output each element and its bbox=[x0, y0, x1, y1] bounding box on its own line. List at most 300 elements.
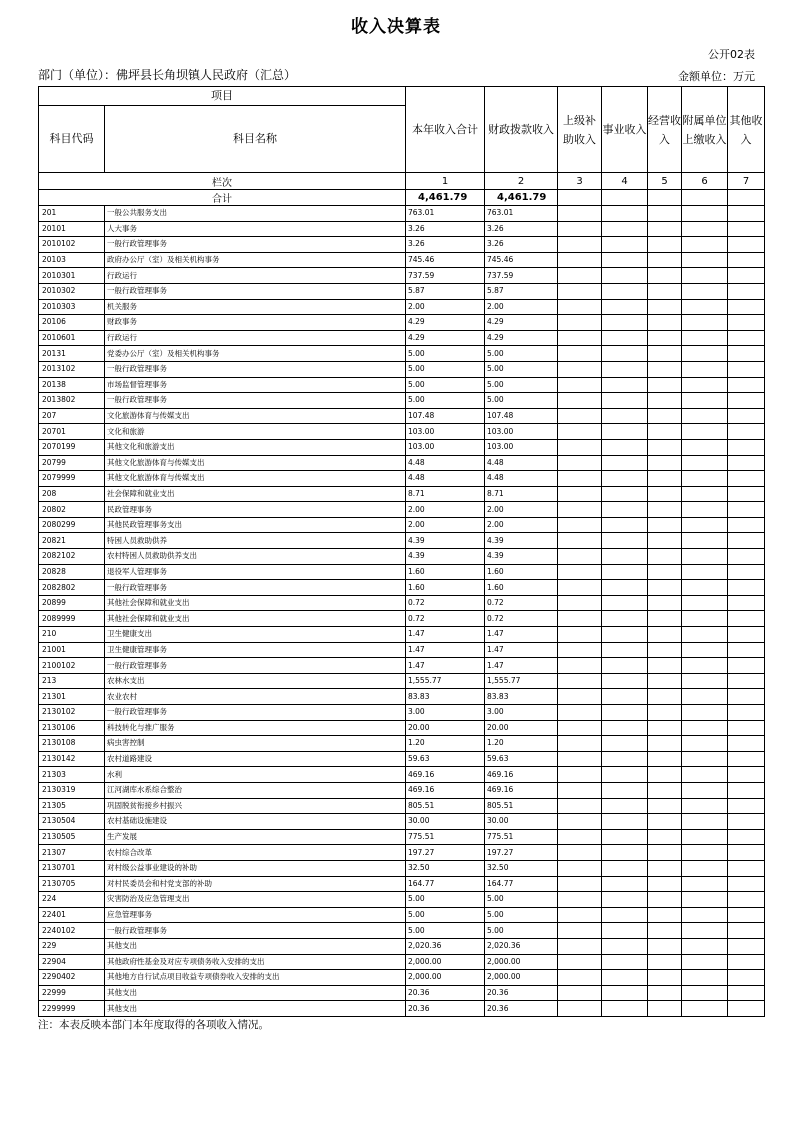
row-name: 其他民政管理事务支出 bbox=[105, 517, 406, 533]
row-total-income: 1,555.77 bbox=[406, 673, 485, 689]
empty-cell bbox=[602, 611, 648, 627]
row-total-income: 775.51 bbox=[406, 829, 485, 845]
row-code: 2130701 bbox=[39, 860, 105, 876]
page-title: 收入决算表 bbox=[351, 17, 441, 37]
row-code: 20799 bbox=[39, 455, 105, 471]
row-label: 栏次 bbox=[39, 173, 406, 190]
empty-cell bbox=[648, 907, 682, 923]
empty-cell bbox=[682, 439, 728, 455]
col-number: 4 bbox=[602, 173, 648, 190]
row-name: 特困人员救助供养 bbox=[105, 533, 406, 549]
table-row bbox=[39, 299, 765, 315]
row-fiscal-income: 5.00 bbox=[485, 393, 558, 409]
row-name: 一般行政管理事务 bbox=[105, 237, 406, 253]
header-col-total: 本年收入合计 bbox=[406, 87, 485, 173]
row-fiscal-income: 745.46 bbox=[485, 252, 558, 268]
header-col-operating: 经营收入 bbox=[648, 87, 682, 173]
row-name: 一般行政管理事务 bbox=[105, 705, 406, 721]
empty-cell bbox=[602, 798, 648, 814]
empty-cell bbox=[558, 673, 602, 689]
empty-cell bbox=[648, 517, 682, 533]
row-fiscal-income: 1,555.77 bbox=[485, 673, 558, 689]
row-fiscal-income: 2,000.00 bbox=[485, 970, 558, 986]
empty-cell bbox=[682, 564, 728, 580]
empty-cell bbox=[558, 985, 602, 1001]
table-row bbox=[39, 845, 765, 861]
empty-cell bbox=[728, 782, 765, 798]
row-name: 机关服务 bbox=[105, 299, 406, 315]
row-code: 22401 bbox=[39, 907, 105, 923]
empty-cell bbox=[558, 658, 602, 674]
row-fiscal-income: 164.77 bbox=[485, 876, 558, 892]
empty-cell bbox=[728, 455, 765, 471]
row-code: 2240102 bbox=[39, 923, 105, 939]
empty-cell bbox=[602, 221, 648, 237]
row-code: 224 bbox=[39, 892, 105, 908]
empty-cell bbox=[602, 439, 648, 455]
row-name: 一般行政管理事务 bbox=[105, 580, 406, 596]
row-name: 一般行政管理事务 bbox=[105, 393, 406, 409]
empty-cell bbox=[682, 361, 728, 377]
table-row bbox=[39, 564, 765, 580]
row-total-income: 32.50 bbox=[406, 860, 485, 876]
row-fiscal-income: 5.00 bbox=[485, 892, 558, 908]
table-row bbox=[39, 736, 765, 752]
row-name: 其他社会保障和就业支出 bbox=[105, 595, 406, 611]
empty-cell bbox=[602, 814, 648, 830]
empty-cell bbox=[558, 954, 602, 970]
empty-cell bbox=[682, 237, 728, 253]
row-fiscal-income: 0.72 bbox=[485, 611, 558, 627]
row-name: 病虫害控制 bbox=[105, 736, 406, 752]
empty-cell bbox=[682, 923, 728, 939]
empty-cell bbox=[682, 346, 728, 362]
row-total-income: 5.00 bbox=[406, 346, 485, 362]
empty-cell bbox=[558, 751, 602, 767]
empty-cell bbox=[602, 720, 648, 736]
empty-cell bbox=[648, 658, 682, 674]
table-row bbox=[39, 658, 765, 674]
empty-cell bbox=[728, 860, 765, 876]
empty-cell bbox=[558, 627, 602, 643]
empty-cell bbox=[648, 564, 682, 580]
col-number: 7 bbox=[728, 173, 765, 190]
empty-cell bbox=[648, 970, 682, 986]
empty-cell bbox=[602, 361, 648, 377]
empty-cell bbox=[602, 845, 648, 861]
form-number: 公开02表 bbox=[708, 48, 755, 61]
table-row bbox=[39, 938, 765, 954]
row-total-income: 8.71 bbox=[406, 486, 485, 502]
empty-cell bbox=[602, 1001, 648, 1017]
empty-cell bbox=[648, 221, 682, 237]
empty-cell bbox=[648, 424, 682, 440]
empty-cell bbox=[558, 455, 602, 471]
empty-cell bbox=[602, 502, 648, 518]
empty-cell bbox=[648, 439, 682, 455]
empty-cell bbox=[602, 985, 648, 1001]
empty-cell bbox=[682, 627, 728, 643]
row-name: 社会保障和就业支出 bbox=[105, 486, 406, 502]
row-code: 21305 bbox=[39, 798, 105, 814]
empty-cell bbox=[558, 782, 602, 798]
row-code: 2089999 bbox=[39, 611, 105, 627]
table-row bbox=[39, 673, 765, 689]
row-fiscal-income: 805.51 bbox=[485, 798, 558, 814]
table-row bbox=[39, 455, 765, 471]
empty-cell bbox=[602, 299, 648, 315]
col-number: 1 bbox=[406, 173, 485, 190]
table-row bbox=[39, 206, 765, 222]
empty-cell bbox=[558, 486, 602, 502]
row-code: 22999 bbox=[39, 985, 105, 1001]
row-fiscal-income: 5.00 bbox=[485, 361, 558, 377]
empty-cell bbox=[682, 954, 728, 970]
row-code: 20106 bbox=[39, 315, 105, 331]
row-name: 其他地方自行试点项目收益专项债券收入安排的支出 bbox=[105, 970, 406, 986]
empty-cell bbox=[648, 720, 682, 736]
empty-cell bbox=[602, 206, 648, 222]
empty-cell bbox=[648, 611, 682, 627]
empty-cell bbox=[558, 829, 602, 845]
empty-cell bbox=[682, 221, 728, 237]
row-fiscal-income: 103.00 bbox=[485, 439, 558, 455]
empty-cell bbox=[602, 346, 648, 362]
row-fiscal-income: 1.47 bbox=[485, 642, 558, 658]
row-fiscal-income: 32.50 bbox=[485, 860, 558, 876]
table-body bbox=[39, 206, 765, 1017]
empty-cell bbox=[602, 705, 648, 721]
empty-cell bbox=[558, 252, 602, 268]
row-name: 市场监督管理事务 bbox=[105, 377, 406, 393]
table-row bbox=[39, 377, 765, 393]
empty-cell bbox=[602, 424, 648, 440]
empty-cell bbox=[558, 315, 602, 331]
row-total-income: 5.00 bbox=[406, 361, 485, 377]
empty-cell bbox=[602, 533, 648, 549]
table-row bbox=[39, 627, 765, 643]
header-col-business: 事业收入 bbox=[602, 87, 648, 173]
empty-cell bbox=[558, 580, 602, 596]
row-fiscal-income: 4.39 bbox=[485, 549, 558, 565]
row-total-income: 1.60 bbox=[406, 580, 485, 596]
table-row bbox=[39, 892, 765, 908]
empty-cell bbox=[602, 268, 648, 284]
empty-cell bbox=[602, 876, 648, 892]
empty-cell bbox=[558, 221, 602, 237]
row-fiscal-income: 3.26 bbox=[485, 237, 558, 253]
empty-cell bbox=[602, 315, 648, 331]
row-name: 行政运行 bbox=[105, 268, 406, 284]
empty-cell bbox=[602, 564, 648, 580]
empty-cell bbox=[558, 533, 602, 549]
row-code: 2079999 bbox=[39, 471, 105, 487]
row-fiscal-income: 5.00 bbox=[485, 346, 558, 362]
row-total-income: 4.48 bbox=[406, 471, 485, 487]
row-code: 2100102 bbox=[39, 658, 105, 674]
row-name: 其他政府性基金及对应专项债务收入安排的支出 bbox=[105, 954, 406, 970]
row-total-income: 20.36 bbox=[406, 1001, 485, 1017]
empty-cell bbox=[682, 705, 728, 721]
row-fiscal-income: 4.48 bbox=[485, 471, 558, 487]
empty-cell bbox=[648, 299, 682, 315]
empty-cell bbox=[558, 970, 602, 986]
empty-cell bbox=[682, 829, 728, 845]
row-total-income: 2.00 bbox=[406, 517, 485, 533]
row-code: 21307 bbox=[39, 845, 105, 861]
total-label: 合计 bbox=[39, 190, 406, 206]
row-name: 灾害防治及应急管理支出 bbox=[105, 892, 406, 908]
row-code: 2130705 bbox=[39, 876, 105, 892]
row-fiscal-income: 59.63 bbox=[485, 751, 558, 767]
row-fiscal-income: 2,020.36 bbox=[485, 938, 558, 954]
table-row bbox=[39, 330, 765, 346]
table-row bbox=[39, 767, 765, 783]
empty-cell bbox=[682, 299, 728, 315]
empty-cell bbox=[602, 471, 648, 487]
row-code: 2130504 bbox=[39, 814, 105, 830]
row-fiscal-income: 83.83 bbox=[485, 689, 558, 705]
empty-cell bbox=[648, 393, 682, 409]
table-row bbox=[39, 424, 765, 440]
empty-cell bbox=[602, 938, 648, 954]
empty-cell bbox=[648, 361, 682, 377]
table-row bbox=[39, 517, 765, 533]
empty-cell bbox=[682, 798, 728, 814]
row-name: 退役军人管理事务 bbox=[105, 564, 406, 580]
empty-cell bbox=[728, 252, 765, 268]
row-fiscal-income: 0.72 bbox=[485, 595, 558, 611]
header-col-fiscal: 财政拨款收入 bbox=[485, 87, 558, 173]
empty-cell bbox=[728, 221, 765, 237]
empty-cell bbox=[602, 907, 648, 923]
empty-cell bbox=[602, 190, 648, 206]
row-fiscal-income: 1.60 bbox=[485, 580, 558, 596]
empty-cell bbox=[558, 845, 602, 861]
empty-cell bbox=[558, 720, 602, 736]
row-name: 农村综合改革 bbox=[105, 845, 406, 861]
empty-cell bbox=[728, 237, 765, 253]
empty-cell bbox=[682, 814, 728, 830]
row-code: 2013802 bbox=[39, 393, 105, 409]
table-row bbox=[39, 471, 765, 487]
empty-cell bbox=[682, 658, 728, 674]
empty-cell bbox=[558, 814, 602, 830]
empty-cell bbox=[728, 315, 765, 331]
row-total-income: 1.47 bbox=[406, 627, 485, 643]
empty-cell bbox=[648, 689, 682, 705]
total-fiscal: 4,461.79 bbox=[485, 190, 558, 206]
empty-cell bbox=[648, 283, 682, 299]
row-total-income: 5.87 bbox=[406, 283, 485, 299]
empty-cell bbox=[728, 751, 765, 767]
empty-cell bbox=[602, 549, 648, 565]
empty-cell bbox=[728, 361, 765, 377]
table-row bbox=[39, 549, 765, 565]
empty-cell bbox=[602, 923, 648, 939]
empty-cell bbox=[602, 892, 648, 908]
empty-cell bbox=[648, 845, 682, 861]
row-code: 2010303 bbox=[39, 299, 105, 315]
row-fiscal-income: 5.87 bbox=[485, 283, 558, 299]
empty-cell bbox=[648, 408, 682, 424]
empty-cell bbox=[602, 767, 648, 783]
empty-cell bbox=[728, 954, 765, 970]
row-name: 巩固脱贫衔接乡村振兴 bbox=[105, 798, 406, 814]
empty-cell bbox=[728, 689, 765, 705]
empty-cell bbox=[648, 190, 682, 206]
empty-cell bbox=[602, 782, 648, 798]
row-total-income: 1.47 bbox=[406, 642, 485, 658]
empty-cell bbox=[558, 689, 602, 705]
empty-cell bbox=[682, 471, 728, 487]
row-total-income: 83.83 bbox=[406, 689, 485, 705]
row-fiscal-income: 1.20 bbox=[485, 736, 558, 752]
row-total-income: 745.46 bbox=[406, 252, 485, 268]
empty-cell bbox=[682, 315, 728, 331]
empty-cell bbox=[648, 471, 682, 487]
empty-cell bbox=[682, 751, 728, 767]
empty-cell bbox=[728, 845, 765, 861]
row-total-income: 4.29 bbox=[406, 315, 485, 331]
empty-cell bbox=[648, 549, 682, 565]
empty-cell bbox=[682, 190, 728, 206]
table-row bbox=[39, 642, 765, 658]
empty-cell bbox=[648, 1001, 682, 1017]
row-total-income: 30.00 bbox=[406, 814, 485, 830]
empty-cell bbox=[648, 767, 682, 783]
table-row bbox=[39, 408, 765, 424]
empty-cell bbox=[728, 424, 765, 440]
empty-cell bbox=[682, 393, 728, 409]
empty-cell bbox=[648, 502, 682, 518]
empty-cell bbox=[602, 673, 648, 689]
row-total-income: 2,000.00 bbox=[406, 954, 485, 970]
row-code: 22904 bbox=[39, 954, 105, 970]
empty-cell bbox=[682, 549, 728, 565]
empty-cell bbox=[728, 533, 765, 549]
empty-cell bbox=[728, 658, 765, 674]
empty-cell bbox=[602, 970, 648, 986]
empty-cell bbox=[648, 814, 682, 830]
empty-cell bbox=[682, 252, 728, 268]
row-name: 文化旅游体育与传媒支出 bbox=[105, 408, 406, 424]
row-name: 农村特困人员救助供养支出 bbox=[105, 549, 406, 565]
row-code: 20701 bbox=[39, 424, 105, 440]
empty-cell bbox=[558, 517, 602, 533]
row-name: 其他支出 bbox=[105, 1001, 406, 1017]
table-row bbox=[39, 580, 765, 596]
empty-cell bbox=[602, 658, 648, 674]
empty-cell bbox=[728, 720, 765, 736]
empty-cell bbox=[558, 393, 602, 409]
empty-cell bbox=[648, 268, 682, 284]
row-total-income: 164.77 bbox=[406, 876, 485, 892]
total-row bbox=[39, 190, 765, 206]
row-name: 卫生健康管理事务 bbox=[105, 642, 406, 658]
empty-cell bbox=[682, 377, 728, 393]
table-row bbox=[39, 782, 765, 798]
row-name: 生产发展 bbox=[105, 829, 406, 845]
empty-cell bbox=[728, 642, 765, 658]
empty-cell bbox=[728, 283, 765, 299]
table-row bbox=[39, 595, 765, 611]
empty-cell bbox=[602, 751, 648, 767]
empty-cell bbox=[602, 377, 648, 393]
empty-cell bbox=[648, 533, 682, 549]
empty-cell bbox=[602, 860, 648, 876]
row-total-income: 737.59 bbox=[406, 268, 485, 284]
unit-label: 金额单位：万元 bbox=[678, 70, 755, 83]
row-fiscal-income: 5.00 bbox=[485, 377, 558, 393]
empty-cell bbox=[728, 190, 765, 206]
row-code: 21001 bbox=[39, 642, 105, 658]
row-name: 其他社会保障和就业支出 bbox=[105, 611, 406, 627]
row-name: 农村基础设施建设 bbox=[105, 814, 406, 830]
empty-cell bbox=[728, 486, 765, 502]
row-name: 政府办公厅（室）及相关机构事务 bbox=[105, 252, 406, 268]
empty-cell bbox=[728, 439, 765, 455]
row-fiscal-income: 8.71 bbox=[485, 486, 558, 502]
row-name: 民政管理事务 bbox=[105, 502, 406, 518]
empty-cell bbox=[648, 736, 682, 752]
empty-cell bbox=[728, 408, 765, 424]
empty-cell bbox=[728, 970, 765, 986]
row-fiscal-income: 1.47 bbox=[485, 627, 558, 643]
empty-cell bbox=[648, 673, 682, 689]
empty-cell bbox=[728, 736, 765, 752]
empty-cell bbox=[648, 876, 682, 892]
empty-cell bbox=[558, 549, 602, 565]
row-fiscal-income: 20.00 bbox=[485, 720, 558, 736]
empty-cell bbox=[728, 471, 765, 487]
empty-cell bbox=[558, 611, 602, 627]
row-code: 2010102 bbox=[39, 237, 105, 253]
empty-cell bbox=[682, 892, 728, 908]
table-row bbox=[39, 283, 765, 299]
row-code: 2130142 bbox=[39, 751, 105, 767]
empty-cell bbox=[682, 736, 728, 752]
empty-cell bbox=[728, 627, 765, 643]
empty-cell bbox=[558, 299, 602, 315]
table-row bbox=[39, 720, 765, 736]
row-code: 207 bbox=[39, 408, 105, 424]
empty-cell bbox=[682, 907, 728, 923]
row-name: 其他文化和旅游支出 bbox=[105, 439, 406, 455]
row-fiscal-income: 737.59 bbox=[485, 268, 558, 284]
empty-cell bbox=[728, 814, 765, 830]
empty-cell bbox=[728, 611, 765, 627]
table-row bbox=[39, 252, 765, 268]
row-total-income: 20.36 bbox=[406, 985, 485, 1001]
table-row bbox=[39, 705, 765, 721]
row-fiscal-income: 469.16 bbox=[485, 782, 558, 798]
empty-cell bbox=[682, 985, 728, 1001]
empty-cell bbox=[602, 580, 648, 596]
empty-cell bbox=[558, 190, 602, 206]
empty-cell bbox=[558, 860, 602, 876]
empty-cell bbox=[558, 892, 602, 908]
row-total-income: 469.16 bbox=[406, 782, 485, 798]
col-number: 5 bbox=[648, 173, 682, 190]
empty-cell bbox=[728, 549, 765, 565]
row-name: 人大事务 bbox=[105, 221, 406, 237]
row-name: 一般行政管理事务 bbox=[105, 923, 406, 939]
row-fiscal-income: 1.60 bbox=[485, 564, 558, 580]
row-fiscal-income: 2.00 bbox=[485, 502, 558, 518]
row-code: 2130505 bbox=[39, 829, 105, 845]
row-name: 其他支出 bbox=[105, 985, 406, 1001]
